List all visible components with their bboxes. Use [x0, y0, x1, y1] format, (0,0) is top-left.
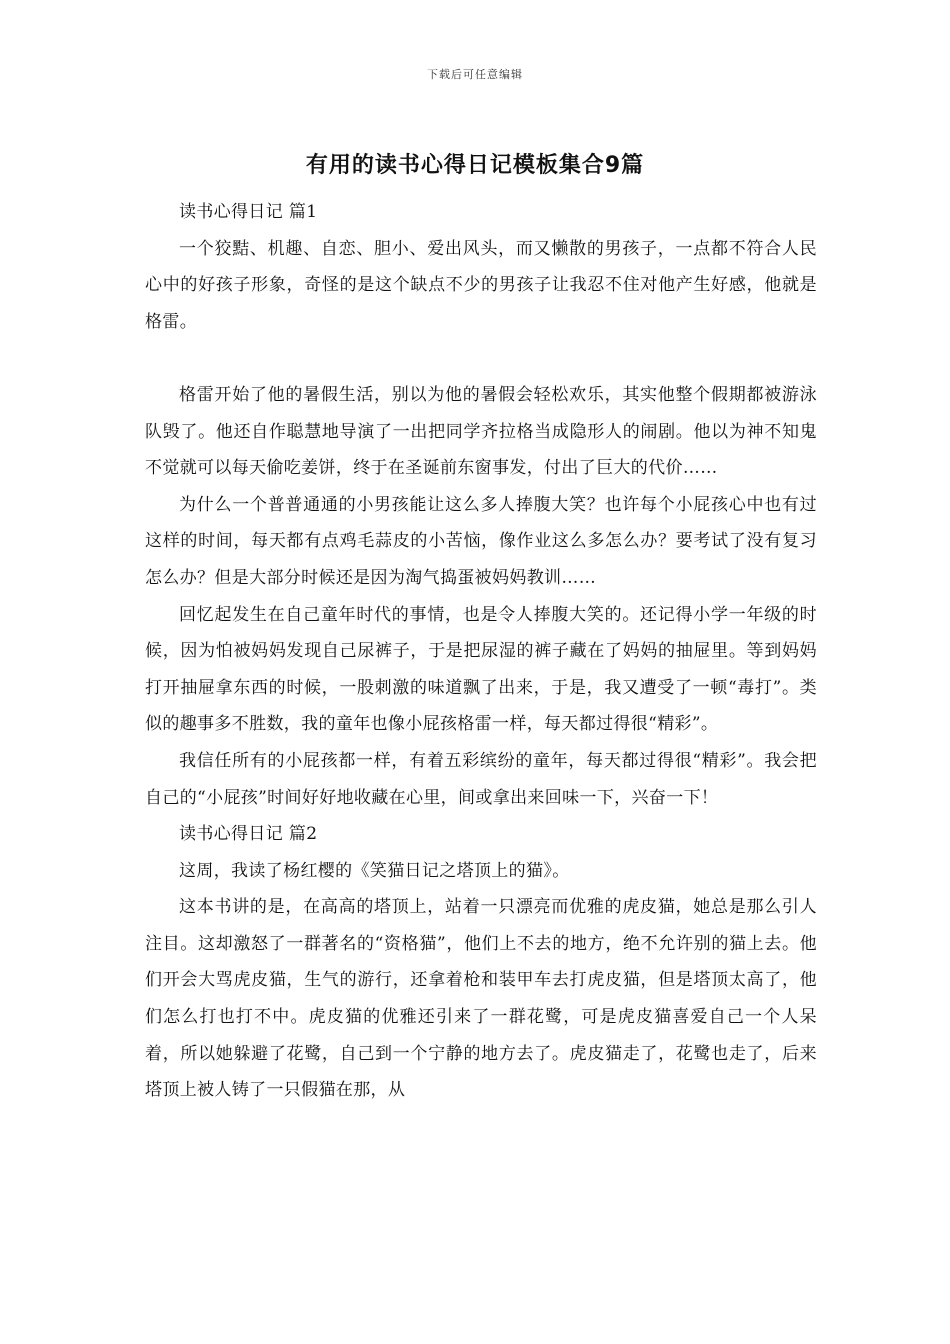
section-heading: 读书心得日记 篇1: [179, 202, 318, 222]
paragraph: 我信任所有的小屁孩都一样，有着五彩缤纷的童年，每天都过得很“精彩”。我会把自己的“小屁孩”时间好好地收藏在心里，间或拿出来回味一下，兴奋一下！: [145, 750, 817, 808]
paragraph: 为什么一个普普通通的小男孩能让这么多人捧腹大笑？也许每个小屁孩心中也有过这样的时间，每天都有点鸡毛蒜皮的小苦恼，像作业这么多怎么办？要考试了没有复习怎么办？但是大部分时候还是因为淘气捣蛋被妈妈教训……: [145, 494, 817, 588]
paragraph: 格雷开始了他的暑假生活，别以为他的暑假会轻松欢乐，其实他整个假期都被游泳队毁了。他还自作聪慧地导演了一出把同学齐拉格当成隐形人的闹剧。他以为神不知鬼不觉就可以每天偷吃姜饼，终于在圣诞前东窗事发，付出了巨大的代价……: [145, 384, 817, 479]
paragraph: 回忆起发生在自己童年时代的事情，也是令人捧腹大笑的。还记得小学一年级的时候，因为怕被妈妈发现自己尿裤子，于是把尿湿的裤子藏在了妈妈的抽屉里。等到妈妈打开抽屉拿东西的时候，一股刺激的味道飘了出来，于是，我又遭受了一顿“毒打”。类似的趣事多不胜数，我的童年也像小屁孩格雷一样，每天都过得很“精彩”。: [145, 604, 817, 735]
blank-line: [145, 340, 817, 377]
document-title: 有用的读书心得日记模板集合9篇: [305, 153, 645, 178]
document-body: [145, 194, 817, 1109]
paragraph: 这周，我读了杨红樱的《笑猫日记之塔顶上的猫》。: [179, 860, 570, 881]
header-note: 下载后可任意编辑: [427, 68, 523, 81]
paragraph: 这本书讲的是，在高高的塔顶上，站着一只漂亮而优雅的虎皮猫，她总是那么引人注目。这却激怒了一群著名的“资格猫”，他们上不去的地方，绝不允许别的猫上去。他们开会大骂虎皮猫，生气的游行，还拿着枪和装甲车去打虎皮猫，但是塔顶太高了，他们怎么打也打不中。虎皮猫的优雅还引来了一群花鹭，可是虎皮猫喜爱自己一个人呆着，所以她躲避了花鹭，自己到一个宁静的地方去了。虎皮猫走了，花鹭也走了，后来塔顶上被人铸了一只假猫在那，从: [145, 897, 817, 1101]
paragraph: 一个狡黠、机趣、自恋、胆小、爱出风头，而又懒散的男孩子，一点都不符合人民心中的好孩子形象，奇怪的是这个缺点不少的男孩子让我忍不住对他产生好感，他就是格雷。: [145, 238, 817, 332]
section-heading: 读书心得日记 篇2: [179, 824, 318, 845]
